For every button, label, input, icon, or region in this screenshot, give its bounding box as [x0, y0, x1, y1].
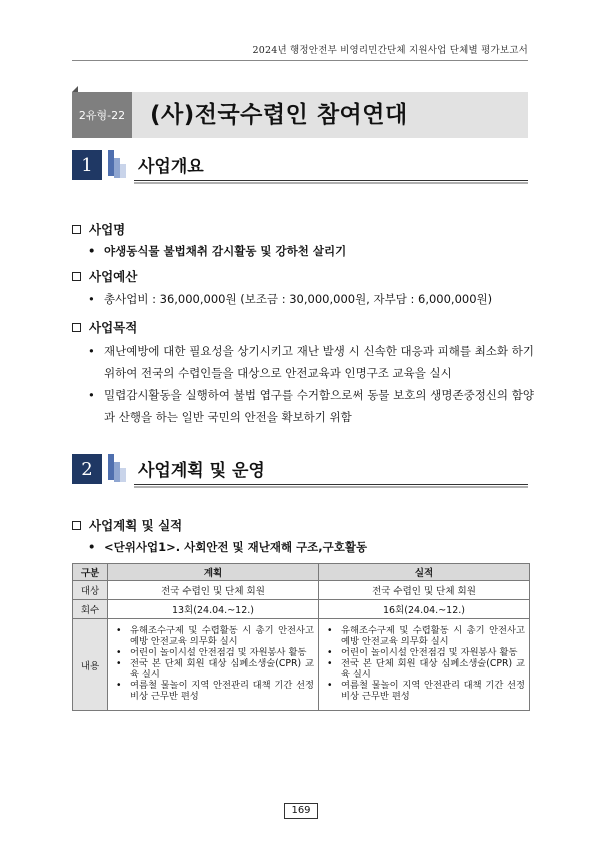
heading-plan-results: 사업계획 및 실적: [72, 516, 182, 534]
running-header: 2024년 행정안전부 비영리민간단체 지원사업 단체별 평가보고서: [252, 45, 528, 56]
row-label: 회수: [73, 600, 108, 619]
list-item: • 유해조수구제 및 수렵활동 시 총기 안전사고 예방 안전교육 의무화 실시: [323, 625, 525, 647]
table-header-row: [73, 564, 530, 581]
list-item: • 밀렵감시활동을 실행하여 불법 엽구를 수거함으로써 동물 보호의 생명존중정신의 함양과 산행을 하는 일반 국민의 안전을 확보하기 위함: [88, 388, 534, 424]
table-cell: 전국 수렵인 및 단체 회원: [319, 581, 530, 600]
list-item: • 야생동식물 불법채취 감시활동 및 강하천 살리기: [88, 244, 347, 258]
section-bar-icon: [108, 150, 134, 180]
list-item: • 어린이 놀이시설 안전점검 및 자원봉사 활동: [112, 647, 314, 658]
square-bullet-icon: [72, 225, 81, 234]
section-title: 사업계획 및 운영: [138, 461, 265, 481]
category-tag: 2유형-22: [72, 92, 132, 138]
table-cell: [319, 619, 530, 711]
list-item: • 전국 본 단체 회원 대상 심폐소생술(CPR) 교육 실시: [323, 658, 525, 680]
heading-project-name: 사업명: [72, 220, 125, 238]
table-cell: 13회(24.04.~12.): [108, 600, 319, 619]
list-item: • <단위사업1>. 사회안전 및 재난재해 구조,구호활동: [88, 540, 368, 554]
row-label: 내용: [73, 619, 108, 711]
column-header: 구분: [73, 564, 108, 581]
page-number: 169: [284, 803, 318, 819]
list-item: • 전국 본 단체 회원 대상 심폐소생술(CPR) 교육 실시: [112, 658, 314, 680]
square-bullet-icon: [72, 323, 81, 332]
section-number: 1: [72, 150, 102, 180]
section-title: 사업개요: [138, 157, 204, 177]
square-bullet-icon: [72, 521, 81, 530]
list-item: • 여름철 물놀이 지역 안전관리 대책 기간 선정 비상 근무반 편성: [112, 680, 314, 702]
table-cell: 전국 수렵인 및 단체 회원: [108, 581, 319, 600]
table-cell: [108, 619, 319, 711]
list-item: • 총사업비 : 36,000,000원 (보조금 : 30,000,000원, 자부담 : 6,000,000원): [88, 292, 493, 306]
organization-title: (사)전국수렵인 참여연대: [150, 102, 408, 128]
list-item: • 여름철 물놀이 지역 안전관리 대책 기간 선정 비상 근무반 편성: [323, 680, 525, 702]
list-item: • 재난예방에 대한 필요성을 상기시키고 재난 발생 시 신속한 대응과 피해를 최소화 하기 위하여 전국의 수렵인들을 대상으로 안전교육과 인명구조 교육을 실시: [88, 344, 534, 380]
heading-budget: 사업예산: [72, 267, 137, 285]
square-bullet-icon: [72, 272, 81, 281]
title-band: [72, 92, 528, 138]
column-header: 실적: [319, 564, 530, 581]
plan-table: [72, 563, 530, 711]
list-item: • 유해조수구제 및 수렵활동 시 총기 안전사고 예방 안전교육 의무화 실시: [112, 625, 314, 647]
header-rule: [72, 60, 528, 61]
section-bar-icon: [108, 454, 134, 484]
table-row: [73, 619, 530, 711]
table-cell: 16회(24.04.~12.): [319, 600, 530, 619]
row-label: 대상: [73, 581, 108, 600]
list-item: • 어린이 놀이시설 안전점검 및 자원봉사 활동: [323, 647, 525, 658]
heading-purpose: 사업목적: [72, 318, 137, 336]
section-number: 2: [72, 454, 102, 484]
table-row: [73, 600, 530, 619]
section-2-heading: [72, 454, 528, 486]
table-row: [73, 581, 530, 600]
section-1-heading: [72, 150, 528, 182]
column-header: 계획: [108, 564, 319, 581]
